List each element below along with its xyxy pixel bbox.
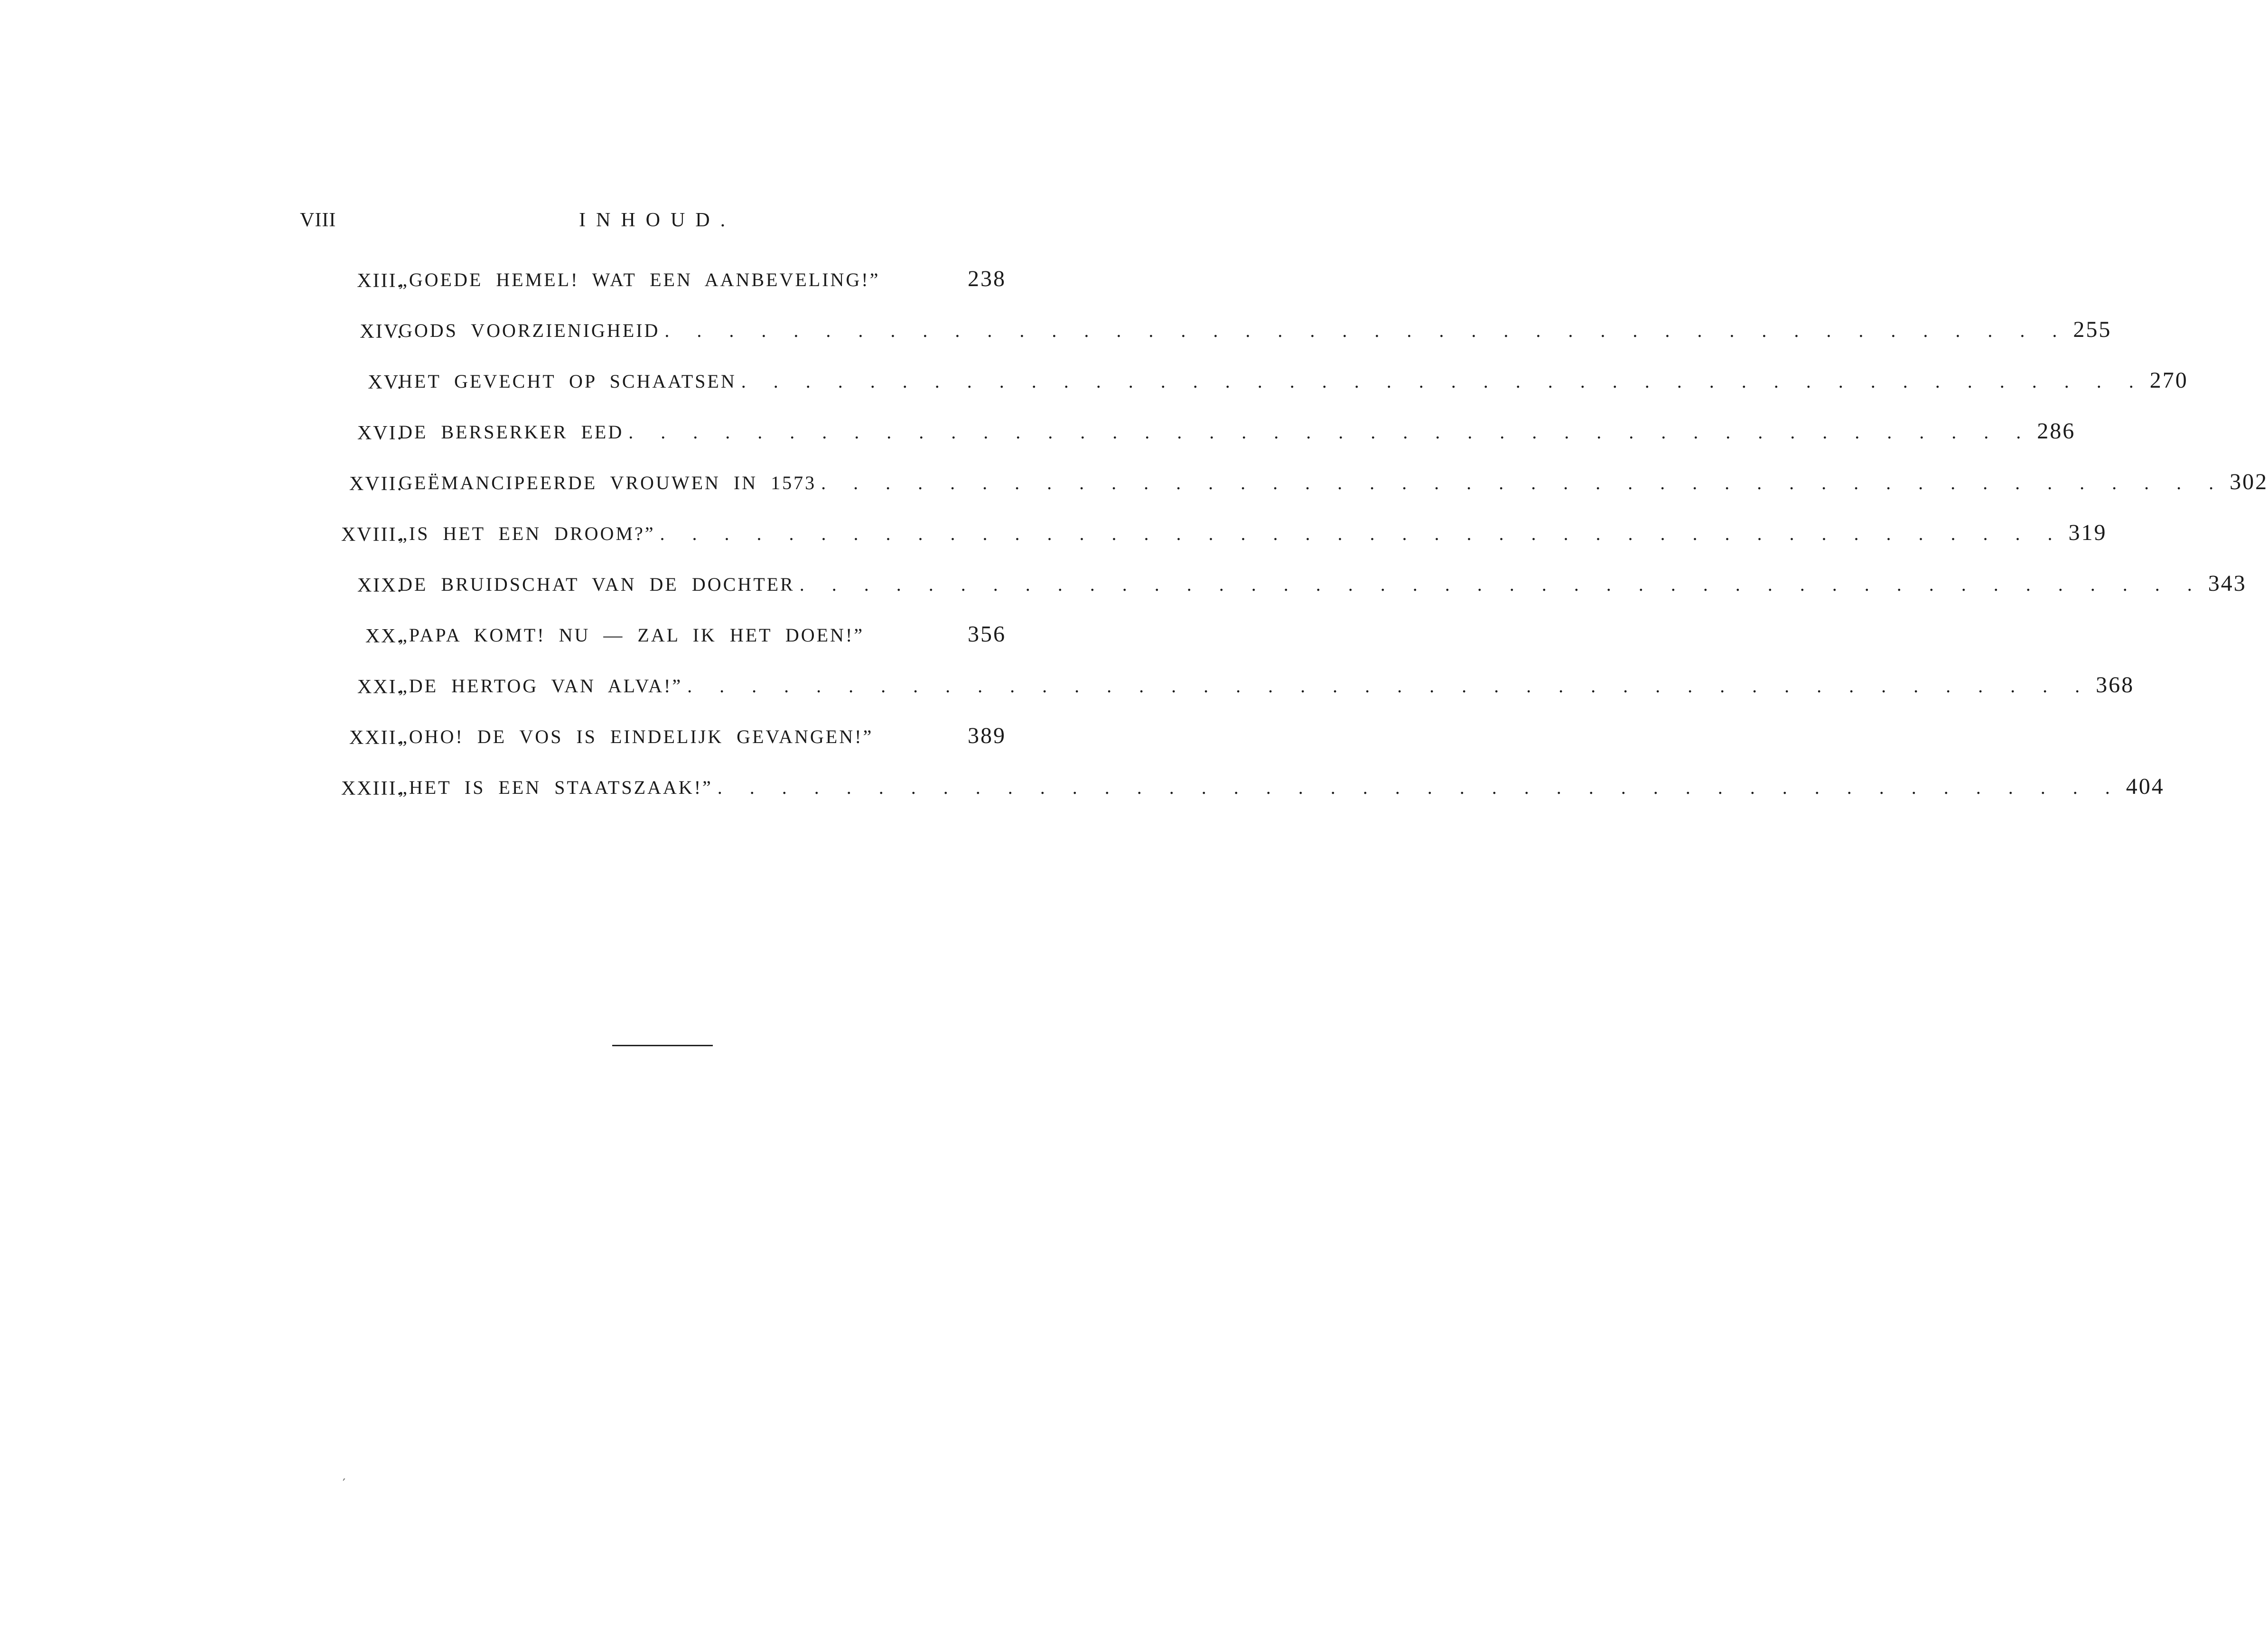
chapter-page-number: 404: [2126, 774, 2165, 799]
chapter-title: „PAPA KOMT! NU — ZAL IK HET DOEN!”: [399, 624, 865, 646]
toc-entry: [399, 367, 2188, 400]
toc-row: [294, 621, 1006, 672]
section-title: INHOUD.: [579, 209, 736, 231]
chapter-page-number: 343: [2208, 571, 2247, 596]
chapter-title: HET GEVECHT OP SCHAATSEN: [399, 371, 737, 392]
toc-row: [294, 316, 2112, 367]
dot-leader: . . . . . . . . . . . . . . . . . . . . . . . . . . . . . . . . . . . . . . . . . . . .: [741, 371, 2145, 392]
chapter-numeral: XXIII.: [341, 778, 403, 800]
chapter-numeral: XVII.: [349, 473, 403, 495]
chapter-title: DE BERSERKER EED: [399, 421, 624, 443]
toc-entry: [399, 723, 1006, 756]
toc-entry: [399, 621, 1006, 654]
chapter-numeral: XXI.: [357, 676, 403, 698]
toc-entry: [399, 520, 2107, 553]
dot-leader: . . . . . . . . . . . . . . . . . . . . . . . . . . . . . . . . . . . . . . . . . . . .: [628, 421, 2033, 443]
end-rule: [612, 1045, 713, 1046]
dot-leader: . . . . . . . . . . . . . . . . . . . . . . . . . . . . . . . . . . . . . . . . . . . .: [799, 574, 2203, 595]
chapter-page-number: 356: [968, 622, 1006, 647]
chapter-numeral: XVIII.: [341, 524, 403, 546]
chapter-page-number: 238: [968, 266, 1006, 291]
dot-leader: . . . . . . . . . . . . . . . . . . . . . . . . . . . . . . . . . . . . . . . . . . . .: [687, 675, 2091, 697]
toc-row: [294, 672, 2135, 723]
chapter-page-number: 368: [2096, 672, 2135, 697]
toc-row: [294, 418, 2076, 469]
chapter-numeral: XVI.: [357, 422, 403, 444]
chapter-title: „IS HET EEN DROOM?”: [399, 523, 655, 544]
chapter-title: „HET IS EEN STAATSZAAK!”: [399, 777, 713, 798]
dot-leader: . . . . . . . . . . . . . . . . . . . . . . . . . . . . . . . . . . . . . . . . . . . .: [717, 777, 2121, 798]
toc-row: [294, 723, 1006, 773]
chapter-numeral: XX.: [365, 625, 403, 647]
dot-leader: . . . . . . . . . . . . . . . . . . . . . . . . . . . . . . . . . . . . . . . . . . . .: [664, 320, 2069, 341]
dot-leader: . . . . . . . . . . . . . . . . . . . . . . . . . . . . . . . . . . . . . . . . . . . .: [660, 523, 2064, 544]
chapter-numeral: XV.: [368, 372, 403, 393]
chapter-page-number: 270: [2149, 368, 2188, 393]
toc-entry: [399, 570, 2247, 604]
chapter-title: „DE HERTOG VAN ALVA!”: [399, 675, 683, 697]
toc-row: [294, 520, 2107, 570]
toc-entry: [399, 418, 2076, 451]
running-head: [0, 209, 1183, 247]
toc-entry: [399, 316, 2112, 350]
chapter-page-number: 389: [968, 723, 1006, 748]
page-number: VIII: [300, 209, 336, 231]
chapter-page-number: 319: [2068, 520, 2107, 545]
chapter-page-number: 302: [2230, 469, 2268, 494]
chapter-title: „OHO! DE VOS IS EINDELIJK GEVANGEN!”: [399, 726, 874, 747]
toc-entry: [399, 773, 2165, 807]
chapter-title: DE BRUIDSCHAT VAN DE DOCHTER: [399, 574, 795, 595]
chapter-numeral: XIII.: [357, 270, 403, 292]
ink-speck: ′: [343, 1477, 345, 1491]
toc-entry: [399, 672, 2135, 705]
dot-leader: . . . . . . . . . . . . . . . . . . . . . . . . . . . . . . . . . . . . . . . . . . . .: [821, 472, 2225, 493]
chapter-title: „GOEDE HEMEL! WAT EEN AANBEVELING!”: [399, 269, 880, 290]
chapter-page-number: 286: [2037, 418, 2076, 444]
toc-row: [294, 367, 2188, 418]
chapter-numeral: XIV.: [360, 321, 403, 343]
chapter-page-number: 255: [2073, 317, 2112, 342]
chapter-numeral: XIX.: [357, 575, 403, 596]
toc-row: [294, 773, 2165, 824]
toc-entry: [399, 266, 1006, 299]
chapter-title: GODS VOORZIENIGHEID: [399, 320, 660, 341]
toc-entry: [399, 469, 2268, 502]
table-of-contents: [294, 266, 2268, 824]
chapter-numeral: XXII.: [349, 727, 403, 749]
toc-row: [294, 266, 1006, 316]
toc-row: [294, 469, 2268, 520]
toc-row: [294, 570, 2247, 621]
chapter-title: GEËMANCIPEERDE VROUWEN IN 1573: [399, 472, 817, 493]
